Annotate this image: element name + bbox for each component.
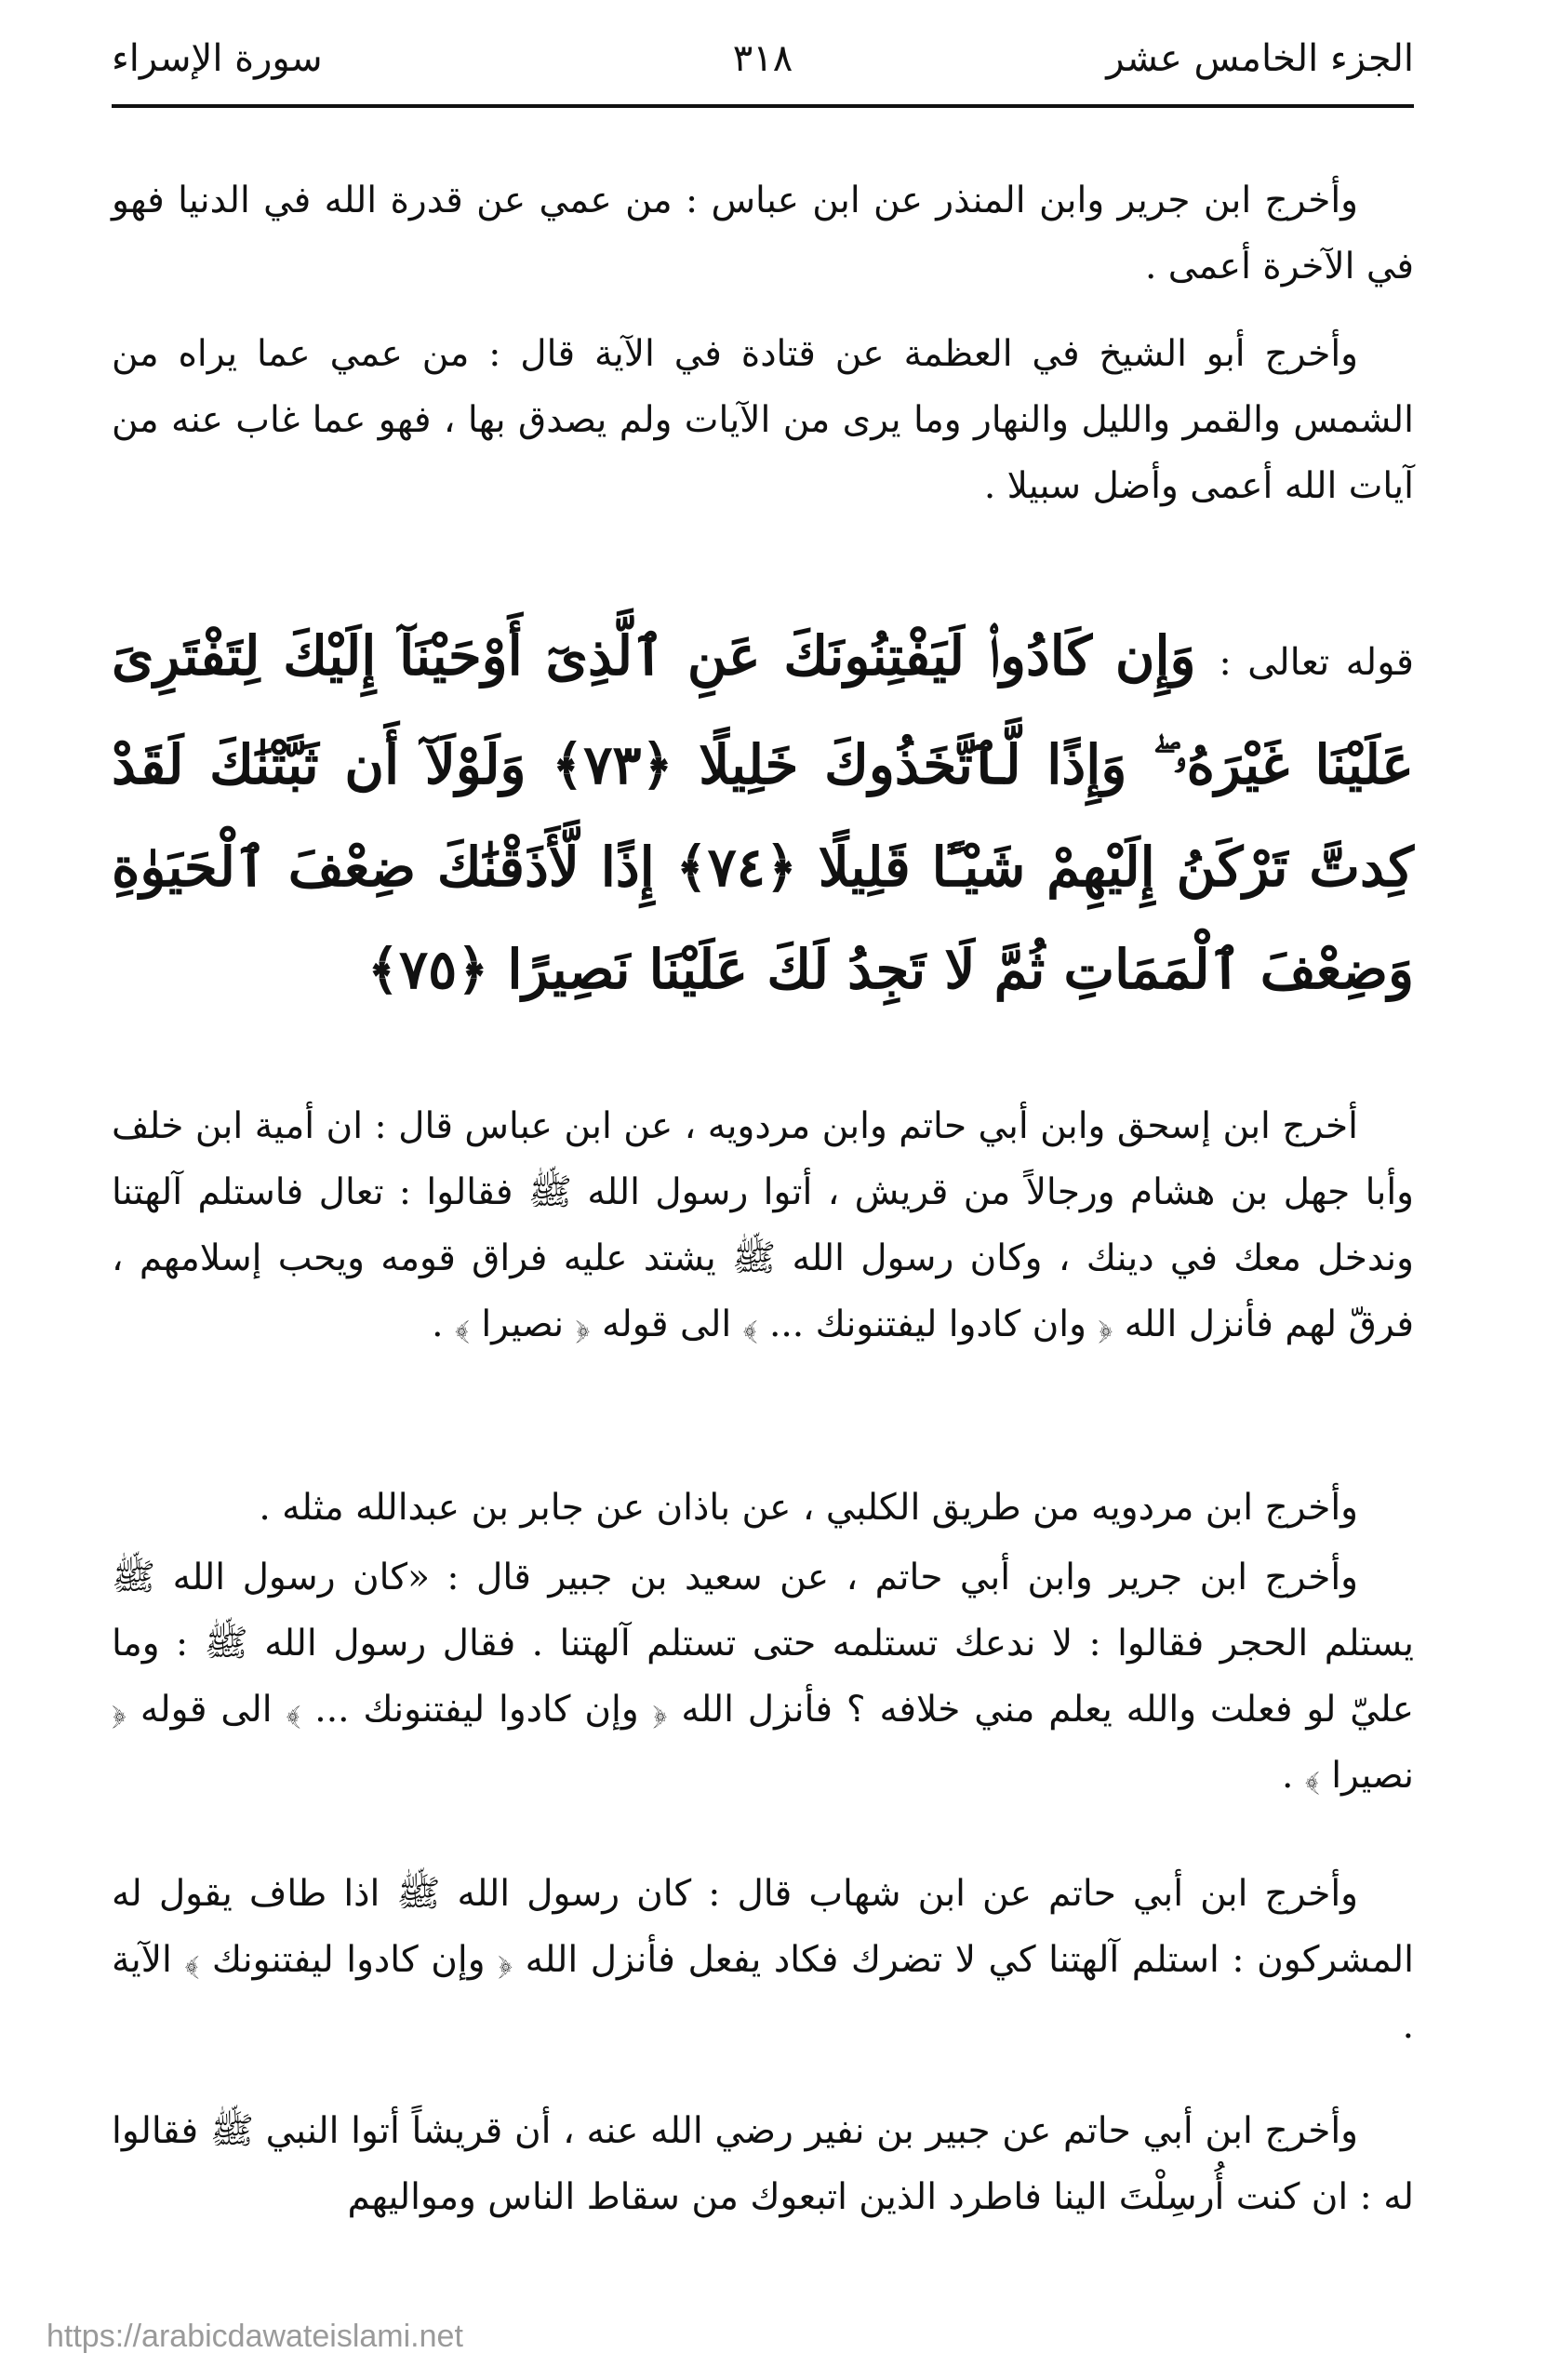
- watermark-url: https://arabicdawateislami.net: [47, 2319, 463, 2354]
- paragraph-2: وأخرج أبو الشيخ في العظمة عن قتادة في الآية قال : من عمي عما يراه من الشمس والقمر والليل والنهار وما يرى من الآيات ولم يصدق بها ، فهو عما غاب عنه من آيات الله أعمى وأضل سبيلا .: [112, 333, 1414, 507]
- paragraph-7: وأخرج ابن أبي حاتم عن جبير بن نفير رضي الله عنه ، أن قريشاً أتوا النبي ﷺ فقالوا له : ان كنت أُرسِلْتَ الينا فاطرد الذين اتبعوك من سقاط الناس ومواليهم: [112, 2110, 1414, 2218]
- paragraph-5: وأخرج ابن جرير وابن أبي حاتم ، عن سعيد بن جبير قال : «كان رسول الله ﷺ يستلم الحجر فقالوا : لا ندعك تستلمه حتى تستلم آلهتنا . فقال رسول الله ﷺ : وما عليّ لو فعلت والله يعلم مني خلافه ؟ فأنزل الله ﴿ وإن كادوا ليفتنونك ... ﴾ الى قوله ﴿ نصيرا ﴾ .: [112, 1557, 1414, 1797]
- verse-text: وَإِن كَادُوا۟ لَيَفْتِنُونَكَ عَنِ ٱلَّذِىٓ أَوْحَيْنَآ إِلَيْكَ لِتَفْتَرِىَ عَلَيْنَا غَيْرَهُۥ ۖ وَإِذًا لَّٱتَّخَذُوكَ خَلِيلًا ﴿٧٣﴾ وَلَوْلَآ أَن ثَبَّتْنَٰكَ لَقَدْ كِدتَّ تَرْكَنُ إِلَيْهِمْ شَيْـًٔا قَلِيلًا ﴿٧٤﴾ إِذًا لَّأَذَقْنَٰكَ ضِعْفَ ٱلْحَيَوٰةِ وَضِعْفَ ٱلْمَمَاتِ ثُمَّ لَا تَجِدُ لَكَ عَلَيْنَا نَصِيرًا ﴿٧٥﴾: [112, 624, 1415, 1001]
- page-number: ٣١٨: [732, 37, 793, 80]
- quran-verse-block: [112, 605, 1414, 1021]
- juz-label: الجزء الخامس عشر: [1106, 37, 1414, 80]
- paragraph-6: وأخرج ابن أبي حاتم عن ابن شهاب قال : كان رسول الله ﷺ اذا طاف يقول له المشركون : استلم آلهتنا كي لا تضرك فكاد يفعل فأنزل الله ﴿ وإن كادوا ليفتنونك ﴾ الآية .: [112, 1873, 1414, 2047]
- paragraph-1: وأخرج ابن جرير وابن المنذر عن ابن عباس : من عمي عن قدرة الله في الدنيا فهو في الآخرة أعمى .: [112, 180, 1414, 287]
- header-rule: [112, 104, 1414, 108]
- page-header: [112, 17, 1414, 100]
- paragraph-3: أخرج ابن إسحق وابن أبي حاتم وابن مردويه ، عن ابن عباس قال : ان أمية ابن خلف وأبا جهل بن هشام ورجالاً من قريش ، أتوا رسول الله ﷺ فقالوا : تعال فاستلم آلهتنا وندخل معك في دينك ، وكان رسول الله ﷺ يشتد عليه فراق قومه ويحب إسلامهم ، فرقّ لهم فأنزل الله ﴿ وان كادوا ليفتنونك ... ﴾ الى قوله ﴿ نصيرا ﴾ .: [112, 1105, 1414, 1345]
- paragraph-4: وأخرج ابن مردويه من طريق الكلبي ، عن باذان عن جابر بن عبدالله مثله .: [259, 1487, 1358, 1529]
- surah-label: سورة الإسراء: [112, 37, 323, 80]
- verse-lead: قوله تعالى :: [1219, 641, 1414, 684]
